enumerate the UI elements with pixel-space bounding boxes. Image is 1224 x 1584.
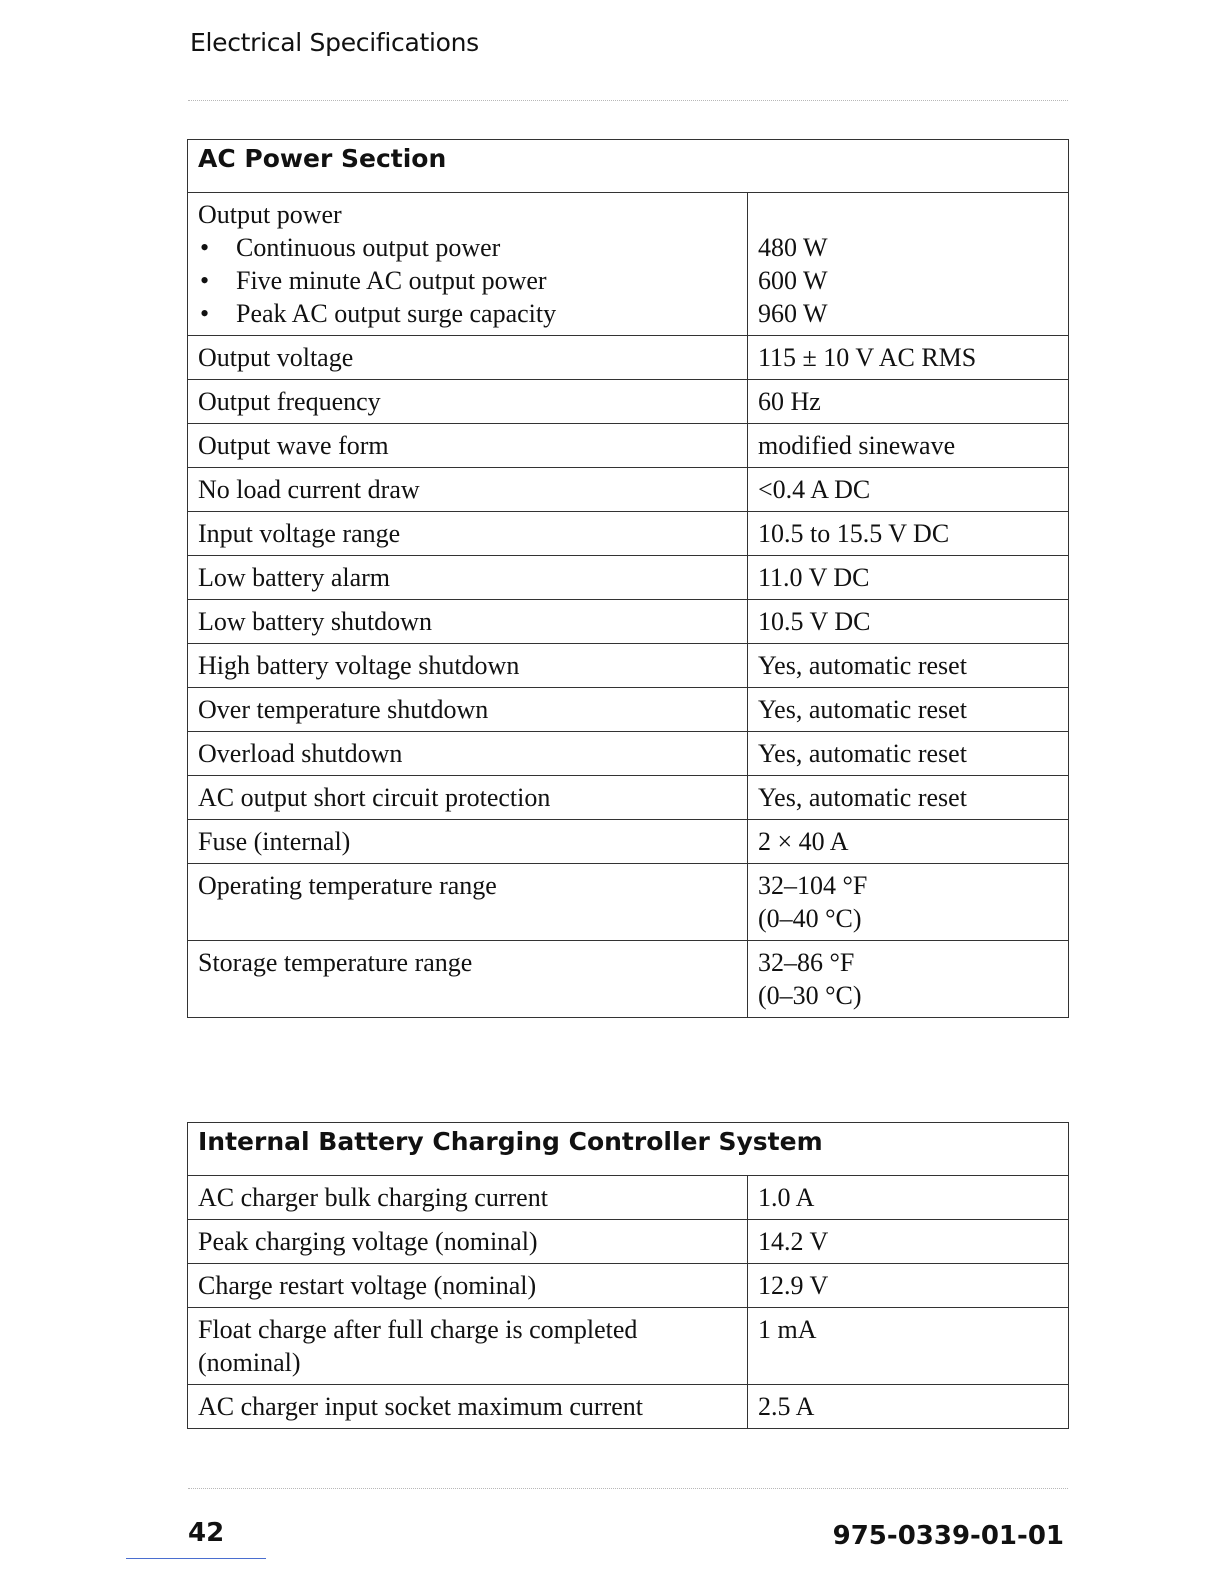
list-item: • Peak AC output surge capacity [198, 297, 737, 330]
spec-value: 480 W [758, 233, 828, 262]
spec-value: Yes, automatic reset [748, 732, 1069, 776]
spec-label: Output wave form [188, 424, 748, 468]
table-row [188, 941, 1069, 1018]
table-row [188, 424, 1069, 468]
table-row [188, 600, 1069, 644]
spec-label: Input voltage range [188, 512, 748, 556]
spec-label: Float charge after full charge is completed [198, 1315, 638, 1344]
table-row [188, 1220, 1069, 1264]
spec-value: 14.2 V [748, 1220, 1069, 1264]
table-row [188, 193, 1069, 336]
spec-label: AC charger input socket maximum current [188, 1385, 748, 1429]
spec-value: 960 W [758, 299, 828, 328]
spec-value: 12.9 V [748, 1264, 1069, 1308]
spec-label: High battery voltage shutdown [188, 644, 748, 688]
header-divider [188, 100, 1068, 101]
table-row [188, 1308, 1069, 1385]
spec-label: Output voltage [188, 336, 748, 380]
table-row [188, 512, 1069, 556]
page-header-title: Electrical Specifications [190, 28, 479, 57]
table-row [188, 380, 1069, 424]
battery-section-title: Internal Battery Charging Controller System [188, 1123, 1069, 1176]
spec-value: 10.5 V DC [748, 600, 1069, 644]
output-power-values-cell [748, 193, 1069, 336]
table-row [188, 820, 1069, 864]
list-item: • Five minute AC output power [198, 264, 737, 297]
spec-value: 10.5 to 15.5 V DC [748, 512, 1069, 556]
spec-value: 32–86 °F [758, 948, 855, 977]
table-row [188, 556, 1069, 600]
document-number: 975-0339-01-01 [832, 1521, 1064, 1551]
spec-label: Low battery shutdown [188, 600, 748, 644]
spec-value: Yes, automatic reset [748, 688, 1069, 732]
spec-label: (nominal) [198, 1348, 301, 1377]
table-row [188, 1176, 1069, 1220]
spec-label: Operating temperature range [188, 864, 748, 941]
spec-value: 11.0 V DC [748, 556, 1069, 600]
spec-label: No load current draw [188, 468, 748, 512]
table-header-row [188, 140, 1069, 193]
spec-value: Yes, automatic reset [748, 644, 1069, 688]
spec-value: modified sinewave [748, 424, 1069, 468]
table-row [188, 468, 1069, 512]
spec-value: 1.0 A [748, 1176, 1069, 1220]
spec-value: 115 ± 10 V AC RMS [748, 336, 1069, 380]
spec-label: AC charger bulk charging current [188, 1176, 748, 1220]
footer-divider [188, 1488, 1068, 1489]
page-number: 42 [188, 1518, 225, 1548]
table-row [188, 688, 1069, 732]
list-item: • Continuous output power [198, 231, 737, 264]
spec-value: 600 W [758, 266, 828, 295]
storage-temp-values [748, 941, 1069, 1018]
spec-label: Peak charging voltage (nominal) [188, 1220, 748, 1264]
spec-label: Fuse (internal) [188, 820, 748, 864]
ac-section-title: AC Power Section [188, 140, 1069, 193]
battery-charging-table [187, 1122, 1069, 1429]
operating-temp-values [748, 864, 1069, 941]
spec-value: <0.4 A DC [748, 468, 1069, 512]
spec-value: (0–30 °C) [758, 981, 862, 1010]
spec-value: 32–104 °F [758, 871, 868, 900]
output-power-cell [188, 193, 748, 336]
spec-value: 1 mA [748, 1308, 1069, 1385]
output-power-label: Output power [198, 200, 342, 229]
output-power-list [198, 231, 737, 330]
spec-value: Yes, automatic reset [748, 776, 1069, 820]
spec-label: Charge restart voltage (nominal) [188, 1264, 748, 1308]
spec-value: (0–40 °C) [758, 904, 862, 933]
spec-label: AC output short circuit protection [188, 776, 748, 820]
spec-value: 2.5 A [748, 1385, 1069, 1429]
spec-label: Overload shutdown [188, 732, 748, 776]
spec-label: Over temperature shutdown [188, 688, 748, 732]
ac-power-table [187, 139, 1069, 1018]
table-header-row [188, 1123, 1069, 1176]
table-row [188, 1385, 1069, 1429]
table-row [188, 1264, 1069, 1308]
table-row [188, 776, 1069, 820]
spec-value: 60 Hz [748, 380, 1069, 424]
footer-accent-line [126, 1558, 266, 1559]
spec-label: Low battery alarm [188, 556, 748, 600]
table-row [188, 732, 1069, 776]
table-row [188, 644, 1069, 688]
float-charge-label-cell [188, 1308, 748, 1385]
table-row [188, 864, 1069, 941]
spec-label: Output frequency [188, 380, 748, 424]
table-row [188, 336, 1069, 380]
spec-value: 2 × 40 A [748, 820, 1069, 864]
spec-label: Storage temperature range [188, 941, 748, 1018]
